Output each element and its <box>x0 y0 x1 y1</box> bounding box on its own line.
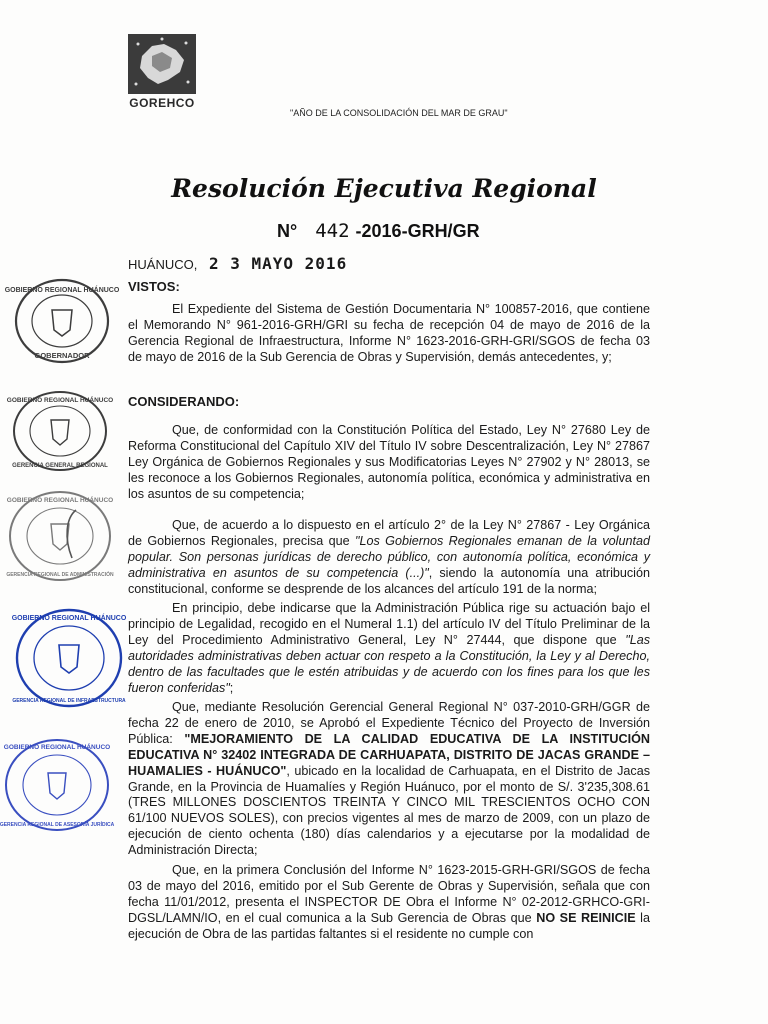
paragraph-constitution <box>128 423 650 503</box>
seal-asesoria <box>0 735 115 835</box>
svg-text:GOBIERNO REGIONAL HUÁNUCO: GOBIERNO REGIONAL HUÁNUCO <box>6 397 114 404</box>
svg-text:GOBIERNO REGIONAL HUÁNUCO: GOBIERNO REGIONAL HUÁNUCO <box>3 744 111 751</box>
gorehco-logo <box>128 34 196 110</box>
seal-infraestructura <box>12 605 126 711</box>
paragraph-article-2 <box>128 518 650 598</box>
paragraph-text: En principio, debe indicarse que la Administración Pública rige su actuación bajo el principio de Legalidad, recogido en el Numeral 1.1) del artículo IV del Título Preliminar de la Ley del Procedimiento Administrativo General, Ley N° 27444, que dispone que <box>128 601 650 647</box>
paragraph-text: Que, en la primera Conclusión del Informe N° 1623-2015-GRH-GRI/SGOS de fecha 03 de mayo del 2016, emitido por el Sub Gerente de Obras y Supervisión, señala que con fecha 11/01/2012, presenta el INSPECTOR DE Obra el Informe N° 02-2012-GRHCO-GRI-DGSL/LAMN/IO, en el cual comunica a la Sub Gerencia de Obras que <box>128 863 650 925</box>
paragraph-text: El Expediente del Sistema de Gestión Documentaria N° 100857-2016, que contiene el Memorando N° 961-2016-GRH/GRI su fecha de recepción 04 de mayo de 2016 de la Gerencia Regional de Infraestructura, Informe N° 1623-2016-GRH-GRI/SGOS de fecha 03 de mayo de 2016 de la Sub Gerencia de Obras y Supervisión, demás antecedentes, y; <box>128 302 650 364</box>
paragraph-text: , siendo la autonomía una atribución constitucional, conforme se desprende de los alcances del artículo 191 de la norma; <box>128 565 650 596</box>
quoted-text: "Las autoridades administrativas deben actuar con respeto a la Constitución, la Ley y al Derecho, dentro de las facultades que le estén atribuidas y de acuerdo con los fines para los que les fueron conferidas" <box>128 632 650 695</box>
seal-gerencia-general <box>6 388 114 474</box>
number-suffix: -2016-GRH/GR <box>355 221 480 241</box>
paragraph-legality <box>128 601 650 696</box>
svg-text:GERENCIA GENERAL REGIONAL: GERENCIA GENERAL REGIONAL <box>12 463 108 469</box>
seal-gobernador <box>4 276 120 366</box>
considerando-heading: CONSIDERANDO: <box>128 394 240 409</box>
emphasis-text: NO SE REINICIE <box>536 910 636 925</box>
date-stamp: 2 3 MAYO 2016 <box>208 254 348 273</box>
handwritten-number: 442 <box>315 220 350 242</box>
paragraph-text: , ubicado en la localidad de Carhuapata, en el Distrito de Jacas Grande, en la Provincia de Huamalíes y Región Huánuco, por el monto de S/. 3'235,308.61 (TRES MILLONES DOSCIENTOS TREINTA Y CINCO MIL TRESCIENTOS OCHO CON 61/100 NUEVOS SOLES), con precios vigentes al mes de marzo de 2009, con un plazo de ejecución de ciento ochenta (180) días calendarios y a ejecutarse por la modalidad de Administración Directa; <box>128 763 650 858</box>
paragraph-text: Que, de conformidad con la Constitución Política del Estado, Ley N° 27680 Ley de Reforma Constitucional del Capítulo XIV del Título IV sobre Descentralización, Ley N° 27867 Ley Orgánica de Gobiernos Regionales y sus Modificatorias Leyes N° 27902 y N° 28013, se les reconoce a los Gobiernos Regionales, autonomía política, económica y administrativa en los asuntos de su competencia; <box>128 423 650 501</box>
svg-text:GERENCIA REGIONAL DE ADMINISTR: GERENCIA REGIONAL DE ADMINISTRACIÓN <box>6 572 114 578</box>
svg-text:GOBERNADOR: GOBERNADOR <box>34 351 90 360</box>
svg-text:GOBIERNO REGIONAL HUÁNUCO: GOBIERNO REGIONAL HUÁNUCO <box>6 497 114 504</box>
paragraph-text: la ejecución de Obra de las partidas faltantes si el residente no cumple con <box>128 910 650 941</box>
project-name: "MEJORAMIENTO DE LA CALIDAD EDUCATIVA DE LA INSTITUCIÓN EDUCATIVA N° 32402 INTEGRADA DE CARHUAPATA, DISTRITO DE JACAS GRANDE – HUAMALIES - HUÁNUCO" <box>128 731 650 778</box>
number-prefix: N° <box>277 221 298 241</box>
seal-administracion <box>6 488 114 584</box>
year-motto: "AÑO DE LA CONSOLIDACIÓN DEL MAR DE GRAU" <box>290 108 508 118</box>
resolution-number <box>277 220 480 242</box>
paragraph-text: Que, mediante Resolución Gerencial General Regional N° 037-2010-GRH/GGR de fecha 22 de enero de 2010, se Aprobó el Expediente Técnico del Proyecto de Inversión Pública: <box>128 700 650 746</box>
paragraph-text: ; <box>229 680 234 695</box>
document-title: Resolución Ejecutiva Regional <box>171 174 597 203</box>
svg-text:GERENCIA REGIONAL DE ASESORÍA: GERENCIA REGIONAL DE ASESORÍA JURÍDICA <box>0 822 115 828</box>
paragraph-project <box>128 700 650 859</box>
quoted-text: "Los Gobiernos Regionales emanan de la voluntad popular. Son personas jurídicas de derecho público, con autonomía política, económica y administrativa en asuntos de su competencia (...)" <box>128 533 650 580</box>
logo-wordmark: GOREHCO <box>129 96 195 110</box>
vistos-heading: VISTOS: <box>128 279 180 294</box>
paragraph-conclusion <box>128 863 650 943</box>
date-line <box>128 254 347 273</box>
paragraph-text: Que, de acuerdo a lo dispuesto en el artículo 2° de la Ley N° 27867 - Ley Orgánica de Gobiernos Regionales, precisa que <box>128 518 650 548</box>
svg-text:GOBIERNO REGIONAL HUÁNUCO: GOBIERNO REGIONAL HUÁNUCO <box>4 287 120 294</box>
svg-text:GERENCIA REGIONAL DE INFRAESTR: GERENCIA REGIONAL DE INFRAESTRUCTURA <box>12 698 126 704</box>
paragraph-vistos <box>128 302 650 366</box>
date-place: HUÁNUCO, <box>128 257 198 272</box>
svg-text:GOBIERNO REGIONAL HUÁNUCO: GOBIERNO REGIONAL HUÁNUCO <box>11 615 127 622</box>
region-map-icon <box>128 34 196 94</box>
